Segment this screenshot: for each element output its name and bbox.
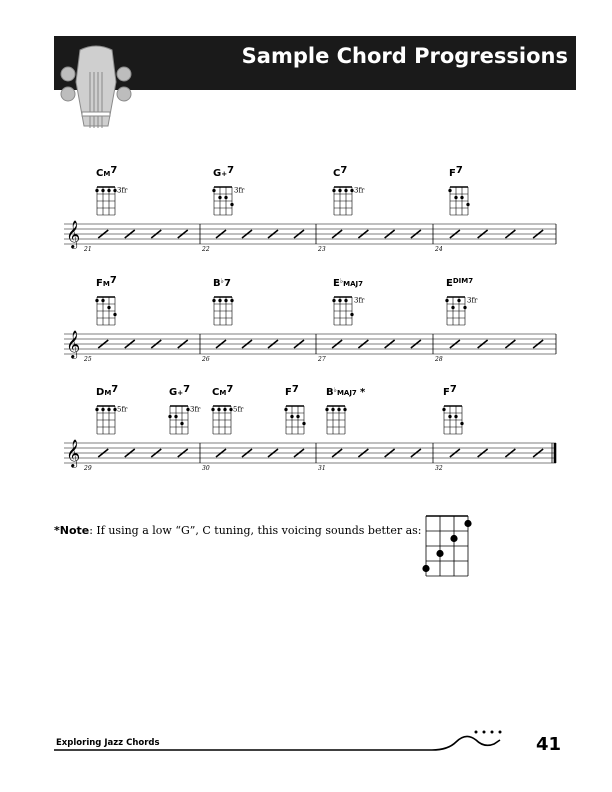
finger-dot	[302, 422, 305, 425]
treble-clef-icon: 𝄞	[66, 330, 81, 358]
fret-position-label: 5fr	[117, 405, 128, 414]
fret-position-label: 3fr	[190, 405, 201, 414]
treble-clef-icon: 𝄞	[66, 220, 81, 248]
note-label: *Note	[54, 524, 90, 537]
measure-number: 30	[202, 465, 210, 472]
finger-dot	[180, 422, 183, 425]
finger-dot	[460, 422, 463, 425]
finger-dot	[113, 313, 116, 316]
finger-dot	[454, 415, 457, 418]
staff-system	[64, 165, 556, 253]
finger-dot	[224, 196, 227, 199]
chord-name: $E^{DIM7}$	[446, 277, 474, 289]
chord-name: F7	[285, 384, 299, 398]
finger-dot	[230, 299, 233, 302]
chord-diagram	[325, 386, 366, 434]
finger-dot	[436, 550, 443, 557]
finger-dot	[448, 415, 451, 418]
finger-dot	[344, 299, 347, 302]
finger-dot	[168, 415, 171, 418]
measure-number: 32	[435, 465, 443, 472]
staff-system	[64, 275, 556, 363]
alternate-voicing-diagram	[420, 512, 476, 580]
finger-dot	[101, 408, 104, 411]
fret-position-label: 3fr	[354, 186, 365, 195]
finger-dot	[337, 408, 340, 411]
finger-dot	[463, 306, 466, 309]
chord-diagram	[168, 384, 201, 434]
finger-dot	[466, 203, 469, 206]
finger-dot	[107, 189, 110, 192]
finger-dot	[212, 299, 215, 302]
chord-diagram	[212, 277, 233, 325]
measure-number: 28	[435, 356, 443, 363]
chord-name: $B^♭_{MAJ7}$	[326, 386, 357, 398]
fret-position-label: 3fr	[117, 186, 128, 195]
finger-dot	[442, 408, 445, 411]
finger-dot	[101, 299, 104, 302]
finger-dot	[331, 408, 334, 411]
fret-position-label: 3fr	[234, 186, 245, 195]
chord-diagram	[95, 275, 116, 325]
finger-dot	[212, 189, 215, 192]
finger-dot	[450, 535, 457, 542]
finger-dot	[174, 415, 177, 418]
chord-diagram	[445, 277, 478, 325]
finger-dot	[284, 408, 287, 411]
finger-dot	[223, 408, 226, 411]
chord-name: C7	[333, 165, 348, 179]
chord-name: DM7	[96, 384, 119, 398]
finger-dot	[95, 299, 98, 302]
finger-dot	[290, 415, 293, 418]
finger-dot	[338, 189, 341, 192]
chord-asterisk: *	[360, 387, 366, 398]
measure-number: 22	[202, 246, 210, 253]
finger-dot	[464, 520, 471, 527]
chord-name: B♭7	[213, 277, 231, 289]
finger-dot	[343, 408, 346, 411]
chord-name: G+7	[169, 384, 191, 398]
chord-name: F7	[443, 384, 457, 398]
finger-dot	[230, 203, 233, 206]
measure-number: 26	[202, 356, 210, 363]
finger-dot	[448, 189, 451, 192]
measure-number: 29	[84, 465, 92, 472]
measure-number: 25	[84, 356, 92, 363]
finger-dot	[350, 313, 353, 316]
measure-number: 24	[435, 246, 443, 253]
measure-number: 27	[318, 356, 326, 363]
chord-name: $E^♭_{MAJ7}$	[333, 277, 364, 289]
finger-dot	[95, 189, 98, 192]
measure-number: 31	[318, 465, 326, 472]
chord-diagram	[332, 165, 365, 215]
page-number: 41	[536, 734, 562, 755]
chord-name: F7	[449, 165, 463, 179]
fret-position-label: 5fr	[233, 405, 244, 414]
chord-name: CM7	[96, 165, 118, 179]
finger-dot	[325, 408, 328, 411]
finger-dot	[338, 299, 341, 302]
chord-name: G+7	[213, 165, 235, 179]
finger-dot	[344, 189, 347, 192]
finger-dot	[218, 299, 221, 302]
finger-dot	[332, 189, 335, 192]
chord-diagram	[284, 384, 305, 434]
finger-dot	[296, 415, 299, 418]
chord-diagram	[95, 165, 128, 215]
finger-dot	[422, 565, 429, 572]
tuning-note	[54, 524, 422, 537]
finger-dot	[224, 299, 227, 302]
finger-dot	[217, 408, 220, 411]
chord-diagram	[211, 384, 244, 434]
finger-dot	[101, 189, 104, 192]
staff-system	[64, 384, 556, 472]
finger-dot	[460, 196, 463, 199]
note-text: : If using a low “G”, C tuning, this voicing sounds better as:	[89, 524, 422, 537]
page-title: Sample Chord Progressions	[241, 44, 568, 68]
fret-position-label: 3fr	[467, 296, 478, 305]
measure-number: 23	[318, 246, 326, 253]
chord-diagram	[212, 165, 245, 215]
treble-clef-icon: 𝄞	[66, 439, 81, 467]
finger-dot	[332, 299, 335, 302]
footer-book-title: Exploring Jazz Chords	[56, 738, 160, 748]
finger-dot	[211, 408, 214, 411]
finger-dot	[218, 196, 221, 199]
finger-dot	[451, 306, 454, 309]
chord-name: CM7	[212, 384, 234, 398]
chord-diagram	[442, 384, 463, 434]
finger-dot	[107, 408, 110, 411]
measure-number: 21	[84, 246, 92, 253]
fret-position-label: 3fr	[354, 296, 365, 305]
chord-name: FM7	[96, 275, 117, 289]
finger-dot	[95, 408, 98, 411]
finger-dot	[445, 299, 448, 302]
chord-diagram	[332, 277, 365, 325]
finger-dot	[107, 306, 110, 309]
finger-dot	[454, 196, 457, 199]
chord-diagram	[95, 384, 128, 434]
chord-diagram	[448, 165, 469, 215]
finger-dot	[457, 299, 460, 302]
